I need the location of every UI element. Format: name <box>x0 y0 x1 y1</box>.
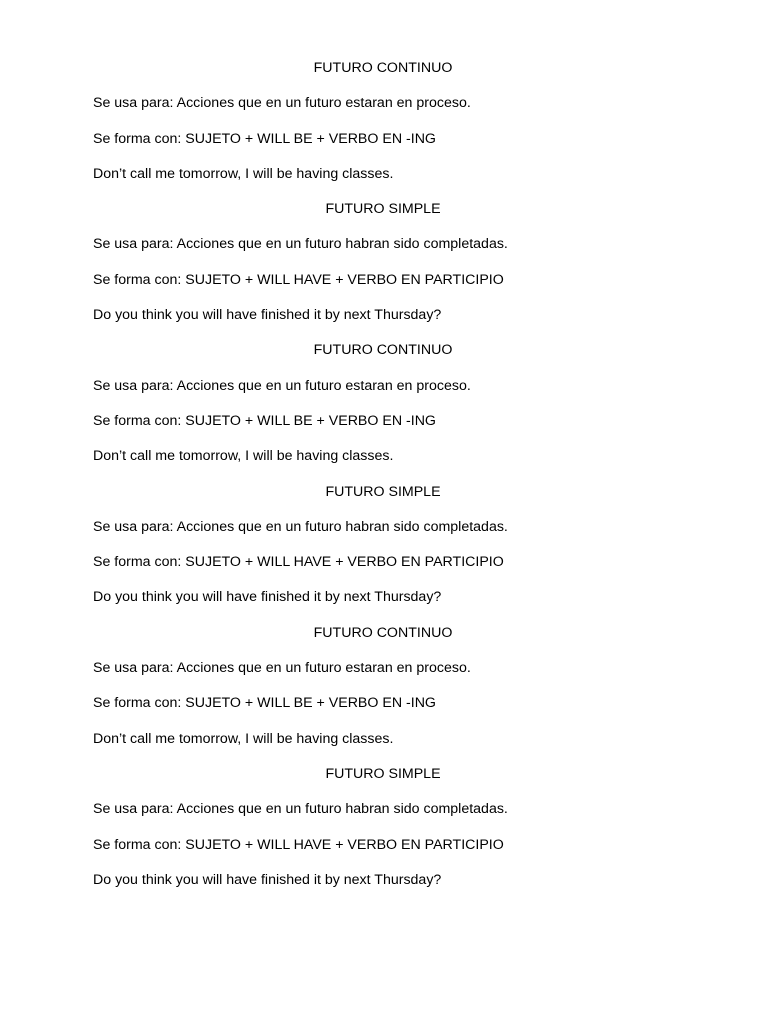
example-sentence: Do you think you will have finished it by next Thursday? <box>93 589 442 606</box>
section-heading: FUTURO CONTINUO <box>313 624 453 641</box>
example-sentence: Don’t call me tomorrow, I will be having classes. <box>93 448 394 465</box>
usage-line: Se usa para: Acciones que en un futuro estaran en proceso. <box>93 95 471 112</box>
section-heading: FUTURO CONTINUO <box>313 342 453 359</box>
section-futuro-continuo <box>93 623 673 749</box>
usage-line: Se usa para: Acciones que en un futuro habran sido completadas. <box>93 801 508 818</box>
section-heading: FUTURO SIMPLE <box>325 201 441 218</box>
usage-line: Se usa para: Acciones que en un futuro estaran en proceso. <box>93 660 471 677</box>
formation-line: Se forma con: SUJETO + WILL HAVE + VERBO EN PARTICIPIO <box>93 554 504 571</box>
section-heading: FUTURO SIMPLE <box>325 483 441 500</box>
formation-line: Se forma con: SUJETO + WILL BE + VERBO EN -ING <box>93 130 436 147</box>
section-heading: FUTURO SIMPLE <box>325 765 441 782</box>
formation-line: Se forma con: SUJETO + WILL BE + VERBO EN -ING <box>93 695 436 712</box>
formation-line: Se forma con: SUJETO + WILL BE + VERBO EN -ING <box>93 412 436 429</box>
section-futuro-simple <box>93 199 673 325</box>
example-sentence: Don’t call me tomorrow, I will be having classes. <box>93 165 394 182</box>
section-futuro-continuo <box>93 58 673 184</box>
section-futuro-continuo <box>93 340 673 466</box>
section-futuro-simple <box>93 482 673 608</box>
document-body <box>93 58 673 905</box>
example-sentence: Do you think you will have finished it by next Thursday? <box>93 871 442 888</box>
example-sentence: Do you think you will have finished it by next Thursday? <box>93 307 442 324</box>
usage-line: Se usa para: Acciones que en un futuro habran sido completadas. <box>93 236 508 253</box>
formation-line: Se forma con: SUJETO + WILL HAVE + VERBO EN PARTICIPIO <box>93 836 504 853</box>
usage-line: Se usa para: Acciones que en un futuro estaran en proceso. <box>93 377 471 394</box>
example-sentence: Don’t call me tomorrow, I will be having classes. <box>93 730 394 747</box>
section-heading: FUTURO CONTINUO <box>313 60 453 76</box>
formation-line: Se forma con: SUJETO + WILL HAVE + VERBO EN PARTICIPIO <box>93 271 504 288</box>
section-futuro-simple <box>93 764 673 890</box>
usage-line: Se usa para: Acciones que en un futuro habran sido completadas. <box>93 518 508 535</box>
